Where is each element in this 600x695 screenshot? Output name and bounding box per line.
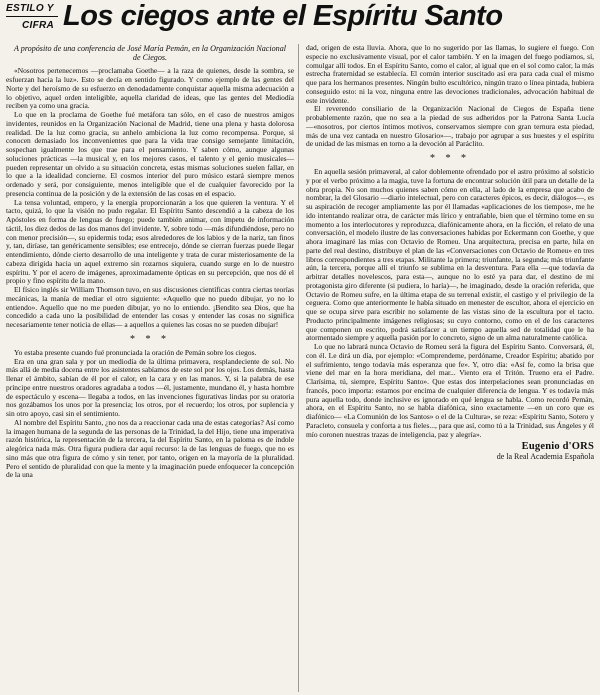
author-name: Eugenio d'ORS	[521, 441, 594, 453]
section-label-rule	[6, 16, 58, 17]
paragraph: La tensa voluntad, empero, y la energía proporcionarán a los que quieren la ventura. Y el tacto, quizá, lo que la visión no pudo regalar. El Espíritu Santo descendió a la cabeza de los Apóstoles en forma de lenguas de fuego; puede también animar, con ímpetu de información táctil, los diez dedos de las dos manos del invidente. Y, sobre todo —más difundiéndose, pero no con menor precisión—, su epidermis toda; esos alrededores de los labios y de la nariz, tan finos y, tan, diríase, tan genéricamente sensibles; ese entrecejo, dónde se cierran fuerzas puede llegar entendimiento, dónde cierto desarrollo de una inteligente y trata de curar misteriosamente de la cabeza dirigida hacia un aquel extremo sin rozarnos siquiera, cuando surge en lo de nuestro espíritu. Y por el acero de imágenes, aproximadamente ópticas en su percepción, que nos dé el propio y fino espíritu de la mano.	[6, 197, 294, 286]
paragraph: Lo que no labrará nunca Octavio de Romeu será la figura del Espíritu Santo. Conversará, él, con él. Le dirá un día, por ejemplo: «Comprendeme, perdóname, Creador Espíritu; abatido por el sufrimiento, tengo todavía más esperanza que fe». Y, otro día: «Así fe, como la brisa que viene del mar en la hora meridiana, del mar... Viento era el Tritón. Trueno era el Padre. Clarísima, tú, siempre, Espíritu Santo». Que estas dos interpelaciones sean pronunciadas en francés, poco importa: estamos por encima de cualquier diferencia de lengua. Y es todavía más pura aquella todo, donde inclusive es ignorado en qué lengua se habla. Como recordó Pemán, ahora, en el Espíritu Santo, no se habla diafónica, sino exactamente —en un coro que es diafónico— «La Comunión de los Santos» o el de la Cultura», se reza: «Espíritu Santo, Sotero y Paracleto, consuela y conforta a tus fieles..., para que así, como tú a la Trinidad, sus Ángeles y él mío coronen nuestras trazas de inteligencia, paz y alegría».	[306, 342, 594, 439]
paragraph: Yo estaba presente cuando fué pronunciada la oración de Pemán sobre los ciegos.	[14, 347, 257, 357]
article-title: Los ciegos ante el Espíritu Santo	[63, 0, 503, 32]
right-column	[306, 44, 594, 462]
article-header	[0, 0, 600, 44]
left-column	[6, 44, 294, 480]
paragraph: Era en una gran sala y por un mediodía de la última primavera, resplandeciente de sol. No más allá de media docena entre los asistentes sabíamos de este sol por los ojos. Los demás, hasta llenar el ámbito, sabían de él por el calor, en la cara y en las manos. Y, si la palabra de ese príncipe entre nuestros oradores agradaba a todos —él, justamente, mundano él, y hasta hombre de espectáculo y escena— llegaba a todos, en las invenciones figurativas lindas por su oratoria nos gozábamos los unos por la presencia; los otros, por el recuerdo; los otros, por suplencia y sin otro apoyo, casi sin el sentimiento.	[6, 356, 294, 419]
paragraph: Lo que en la proclama de Goethe fué metáfora tan sólo, en el caso de nuestros amigos invidentes, reunidos en la Organización Nacional de Madrid, tiene una plena y hasta dolorosa realidad. De la luz como gracia, su anhelo ambiciona la luz como recompensa. Porque, si conocen demasiado los inconvenientes que para la vida trae consigo semejante limitación, sospechan igualmente los que trae para el pensamiento. Y saben cómo, aunque algunas soluciones prácticas —la musical y, en los mejores casos, el talento y el genio musicales— pueden representar un olvido a su situación concreta, estas mismas soluciones suelen fallar, en lo que a la idealidad concierne. El cosmos interior del puro músico estará siempre menos ordenado y será, por consiguiente, menos inteligible que el de cualquier favorecido por la presencia continua de la posición y de la extensión de las cosas en el espacio.	[6, 110, 294, 198]
section-separator: * * *	[430, 153, 470, 164]
paragraph: «Nosotros pertenecemos —proclamaba Goethe— a la raza de quienes, desde la sombra, se esfuerzan hacia la luz». Esto se decía en sentido figurado. Y como ejemplo de las gentes del Norte y del heroísmo de su esfuerzo en denodadamente conquistar aquella misma adecuación a lo objetivo, aquel orden inteligible, aquella claridad de ideas, que las gentes del Mediodía reciben ya como una gracia.	[6, 66, 294, 111]
paragraph: El físico inglés sir William Thomson tuvo, en sus discusiones científicas contra ciertas teorías mecánicas, la manía de mediar el otro siguiente: «Aquello que no puedo dibujar, yo no lo entiendo». Aquello que no me pueden dibujar, yo no lo entiendo. ¡Bendito sea Dios, que ha concedido a cada uno la posibilidad de entender las cosas y entender las cosas no significa necesariamente tener noticia de ellas— a aquellos a quienes las cosas no se pueden dibujar!	[6, 285, 294, 330]
column-divider	[298, 44, 299, 692]
paragraph: El reverendo consiliario de la Organización Nacional de Ciegos de España tiene probablemente razón, que no sea a la piedad de sus adheridos por la Patrona Santa Lucía —«nosotros, por ciertos íntimos motivos, conservamos siempre con gran ternura esta piedad, más de una vez cantada en nuestro Glosario»—, trabajo por agrupar a sus huestes y el espíritu de unidad de las mismas en torno a la devoción al Paráclito.	[306, 104, 594, 149]
author-signature	[306, 443, 594, 462]
article-lede: A propósito de una conferencia de José María Pemán, en la Organización Nacional de Ciegos.	[13, 44, 287, 63]
author-affiliation: de la Real Academia Española	[496, 452, 594, 461]
section-separator: * * *	[130, 333, 170, 345]
section-label-estilo: ESTILO Y	[6, 3, 54, 14]
paragraph: En aquella sesión primaveral, al calor doblemente ofrendado por el astro próximo al solsticio y por el verbo próximo a la magia, tuve la fortuna de encontrar solución útil para un detalle de la obra propia. No son muchos quienes saben cómo en ella, al lado de la empresa que acabo de nombrar, la del Glosario —diario intelectual, pero con caracteres épicos, es decir, diálogos—, es su aspiración de recoger ampliamente las por él llamadas «aplicaciones de los tiempos», me he ido intentando realizar otra, de carácter más lírico y entrañable, bien que el término tome en su momento a los interlocutores y reproduzca, diafónicamente ahora, en la ficción, el relato de una conversación, el modelo ilustre de las conversaciones habidas por Eckermann con Goethe, y que ahora imaginaré las mías con Octavio de Romeu. Una arquitectura, precisa en parte, hila en parte del real destino, distribuye el plan de las «Conversaciones con Octavio de Romeu» en tres libros correspondientes a tres etapas. Militante la primera; triunfante, la segunda; más triunfante aún, la tercera, porque allí el triunfo se sublima en la desventura. Para ella —que todavía da arbitrar detalles novelescos, para esta—, aunque no lo esté ya para dar, el destino de mi protagonista giro diferente (si pudiera, lo haría)—, he imaginado, desde la oración referida, que Octavio de Romeu sufre, en la última etapa de su terrenal existir, el castigo y el privilegio de la ceguera. Como que anteriormente le había situado en menester de escultor, ahora el ejercicio en que se ocupa sirve para escribir no solamente de las vistas sino de la escultura por el tacto. Producto principalmente imágenes religiosas; su cuyo contorno, como en el de los caracteres que componen un escrito, podrá satisfacer a un tiempo aquella sed de totalidad que le ha atormentado siempre y aquella pasión por lo concreto, signo de un alma naturalmente católica.	[306, 167, 594, 343]
section-label-cifra: CIFRA	[22, 20, 55, 31]
paragraph: dad, origen de esta lluvia. Ahora, que lo no sugerido por las llamas, lo sugiere el fuego. Con especie no exclusivamente visual, por el calor también. Y en la imagen del fuego podíamos, sí, comulgar allí todos. En el Espíritu Santo, como el calor, al igual que en el sol como calor, la más estrecha fraternidad se establecía. El común interior suscitado así era para cada cual el mismo que para los hermanos presentes. Ningún bulto escultórico, ningún trazo o línea pintada, hubiera conseguido esto: ni la voz, ninguna entre las devociones tradicionales, advocación habitual de este invidente.	[306, 43, 594, 105]
paragraph: Al nombre del Espíritu Santo, ¿no nos da a reaccionar cada una de estas categorías? Así como la imagen humana de la segunda de las personas de la Trinidad, la del Hijo, tiene una imperativa razón histórica, la representación de la tercera, la del Espíritu Santo, en la paloma es de índole alegórica nada más. Otra figura pudiera dar aquí recurso: la de las lenguas de fuego, que no es sino más que otra figura de cómo y sin tener, por tanto, origen en la mayoría de la pluralidad. Pero el sentido de pluralidad con que la mente y la imaginación puede enfoquecer la concepción de la una	[6, 417, 294, 480]
